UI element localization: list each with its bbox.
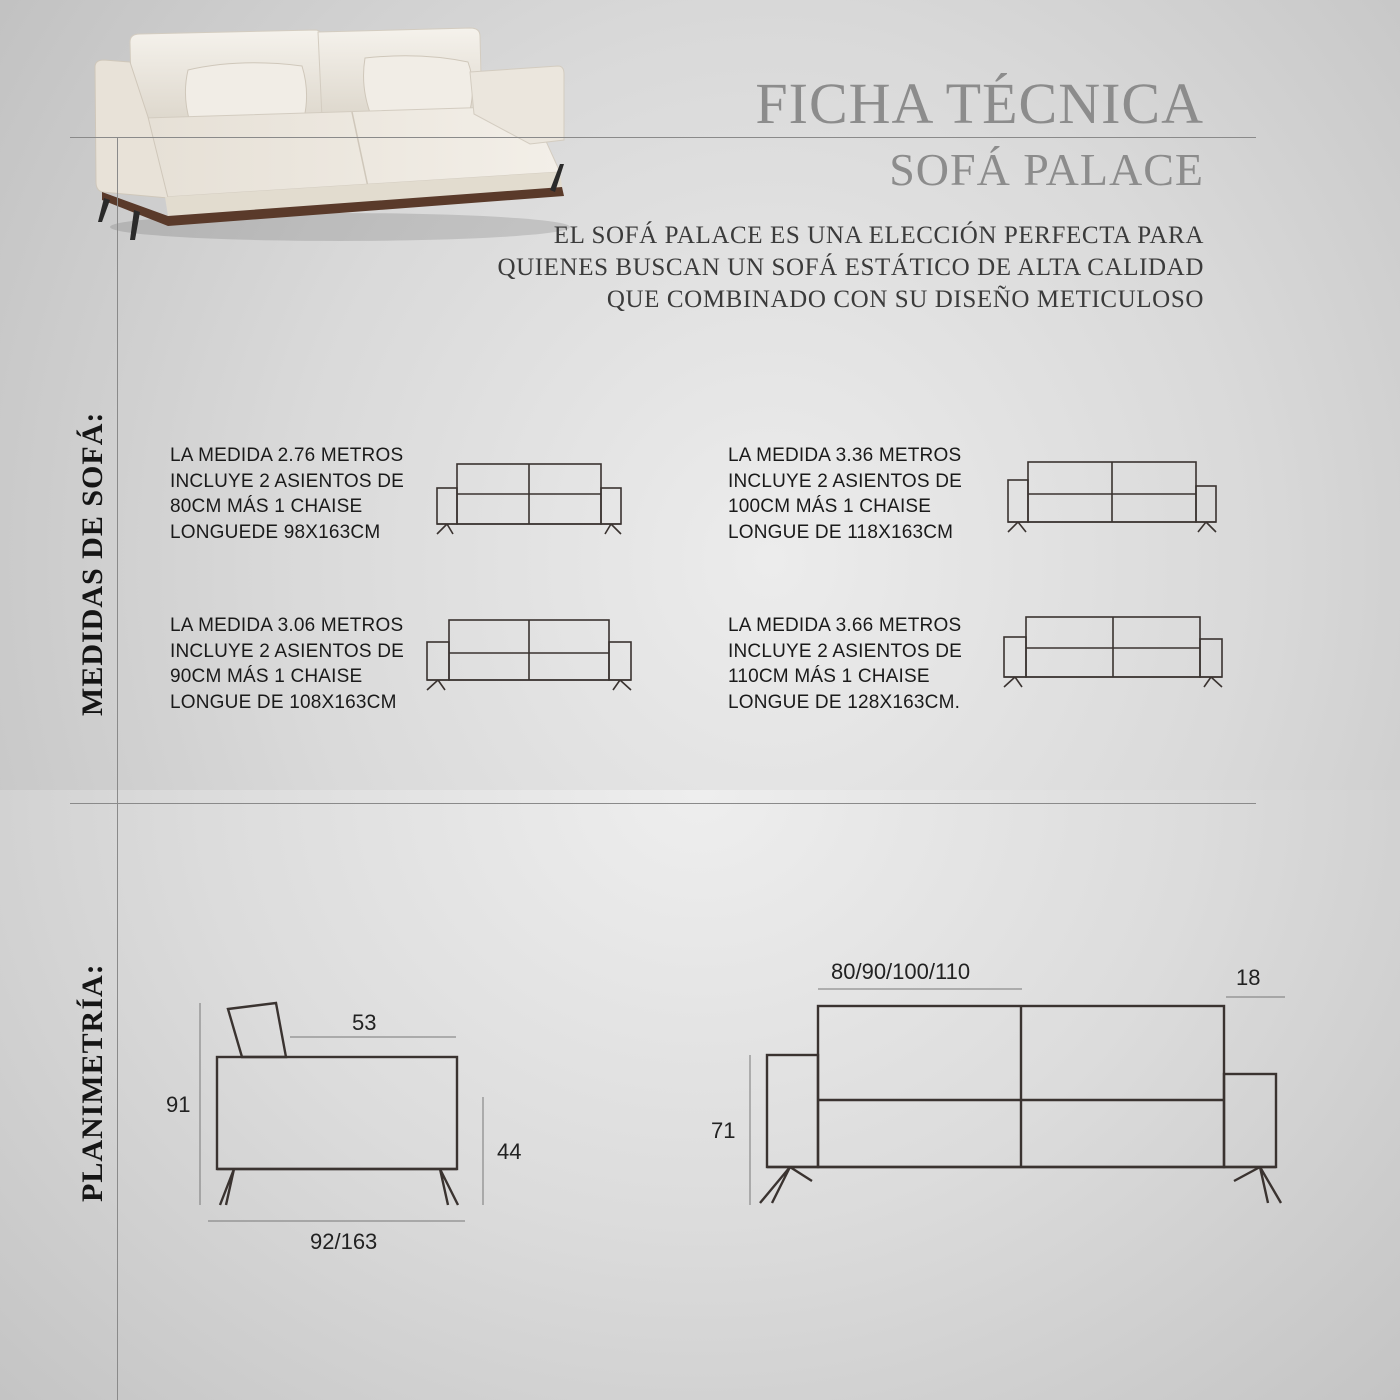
size-spec	[170, 443, 404, 545]
sofa-front-icon	[1000, 615, 1226, 691]
spec-line: INCLUYE 2 ASIENTOS DE	[170, 640, 405, 662]
spec-line: INCLUYE 2 ASIENTOS DE	[728, 640, 963, 662]
sofa-front-icon	[423, 618, 635, 694]
spec-line: 90CM MÁS 1 CHAISE	[170, 666, 363, 687]
dim-side-depth: 92/163	[310, 1229, 378, 1254]
spec-line: LONGUE DE 108X163CM	[170, 691, 397, 713]
spec-line: LONGUEDE 98X163CM	[170, 521, 381, 543]
dim-arm-width: 18	[1236, 965, 1261, 990]
dim-seat-depth: 53	[352, 1010, 377, 1035]
intro-line: QUE COMBINADO CON SU DISEÑO METICULOSO	[606, 286, 1204, 313]
spec-line: INCLUYE 2 ASIENTOS DE	[170, 470, 405, 492]
spec-line: LONGUE DE 128X163CM.	[728, 691, 961, 713]
sofa-product-image	[90, 22, 580, 244]
size-spec	[728, 613, 962, 715]
spec-line: LA MEDIDA 3.06 METROS	[170, 615, 404, 636]
spec-line: LA MEDIDA 2.76 METROS	[170, 445, 404, 466]
intro-line: QUIENES BUSCAN UN SOFÁ ESTÁTICO DE ALTA CALIDAD	[497, 254, 1204, 281]
intro-text	[497, 220, 1204, 316]
sofa-front-icon	[433, 462, 625, 538]
spec-line: 80CM MÁS 1 CHAISE	[170, 496, 363, 517]
front-view-drawing	[740, 985, 1290, 1210]
dim-front-height: 71	[711, 1118, 736, 1143]
vertical-rule	[117, 137, 118, 1400]
dim-seat-height: 44	[497, 1139, 522, 1164]
section-label-medidas: MEDIDAS DE SOFÁ:	[76, 411, 109, 716]
section-label-planimetria: PLANIMETRÍA:	[76, 963, 109, 1202]
side-view-drawing	[190, 995, 490, 1235]
spec-line: LA MEDIDA 3.66 METROS	[728, 615, 962, 636]
spec-line: LA MEDIDA 3.36 METROS	[728, 445, 962, 466]
section-rule	[70, 803, 1256, 804]
spec-line: INCLUYE 2 ASIENTOS DE	[728, 470, 963, 492]
page-subtitle: SOFÁ PALACE	[889, 144, 1204, 195]
sofa-front-icon	[1004, 460, 1220, 536]
size-spec	[170, 613, 404, 715]
dim-side-height: 91	[166, 1092, 191, 1117]
spec-line: LONGUE DE 118X163CM	[728, 521, 954, 543]
header-rule	[70, 137, 1256, 138]
size-spec	[728, 443, 962, 545]
spec-line: 110CM MÁS 1 CHAISE	[728, 666, 930, 687]
intro-line: EL SOFÁ PALACE ES UNA ELECCIÓN PERFECTA PARA	[553, 222, 1204, 249]
dim-seat-width: 80/90/100/110	[831, 959, 971, 984]
spec-line: 100CM MÁS 1 CHAISE	[728, 496, 932, 517]
page-title: FICHA TÉCNICA	[755, 71, 1204, 136]
